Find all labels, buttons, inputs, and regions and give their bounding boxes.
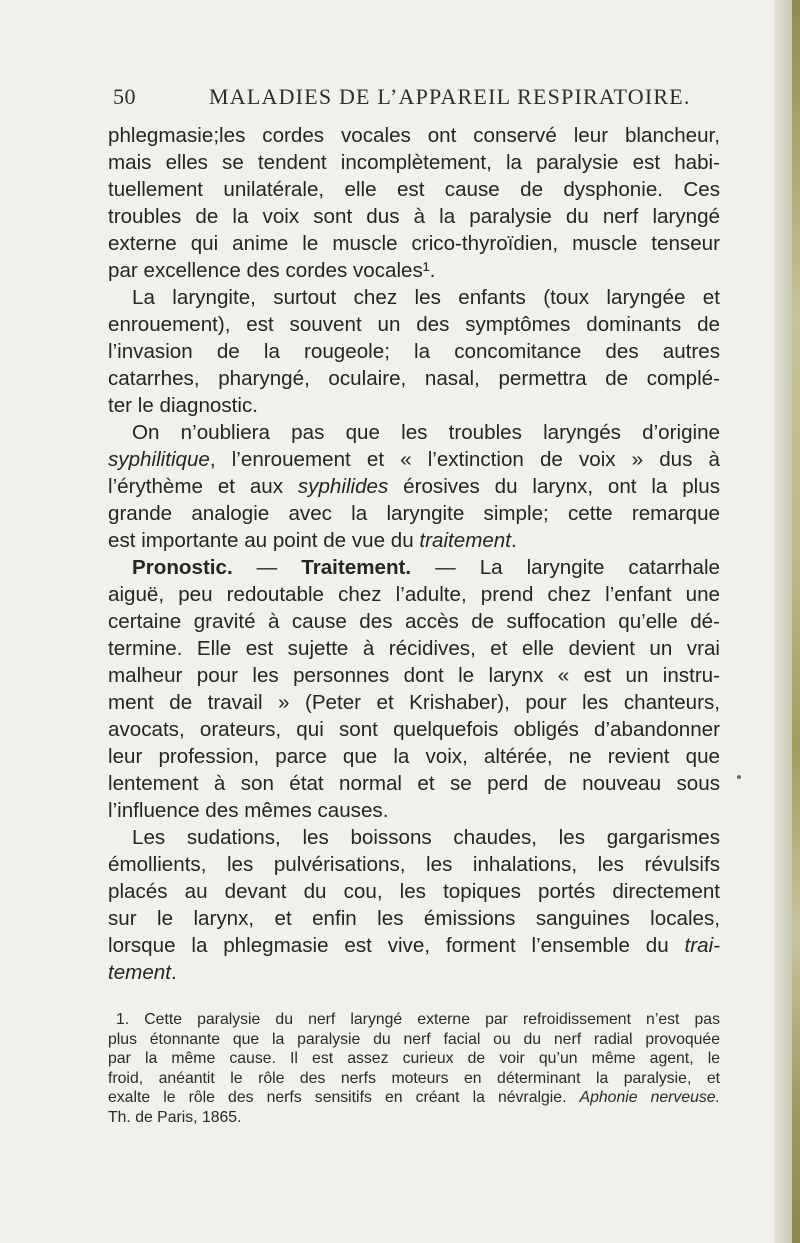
footnote-line: 1. Cette paralysie du nerf laryngé externe par refroidissement n’est pas [116, 1011, 720, 1028]
body-line: est importante au point de vue du traitement. [108, 529, 517, 552]
footnote-line: exalte le rôle des nerfs sensitifs en créant la névralgie. Aphonie nerveuse. [108, 1089, 720, 1106]
body-line: sur le larynx, et enfin les émissions sanguines locales, [108, 907, 720, 930]
body-line: catarrhes, pharyngé, oculaire, nasal, permettra de complé- [108, 367, 720, 390]
body-line: phlegmasie;les cordes vocales ont conservé leur blancheur, [108, 124, 720, 147]
section-heading-line: Pronostic. — Traitement. — La laryngite catarrhale [132, 556, 720, 579]
body-line: l’érythème et aux syphilides érosives du larynx, ont la plus [108, 475, 720, 498]
body-line: termine. Elle est sujette à récidives, et elle devient un vrai [108, 637, 720, 660]
heading-pronostic: Pronostic. [132, 556, 233, 579]
body-line: leur profession, parce que la voix, altérée, ne revient que [108, 745, 720, 768]
body-line: tuellement unilatérale, elle est cause de dysphonie. Ces [108, 178, 720, 201]
body-line: l’influence des mêmes causes. [108, 799, 389, 822]
body-line: lorsque la phlegmasie est vive, forment l’ensemble du trai- [108, 934, 720, 957]
body-line: certaine gravité à cause des accès de suffocation qu’elle dé- [108, 610, 720, 633]
body-line: placés au devant du cou, les topiques portés directement [108, 880, 720, 903]
body-line: ment de travail » (Peter et Krishaber), pour les chanteurs, [108, 691, 720, 714]
body-line: avocats, orateurs, qui sont quelquefois obligés d’abandonner [108, 718, 720, 741]
body-line: émollients, les pulvérisations, les inhalations, les révulsifs [108, 853, 720, 876]
body-line: enrouement), est souvent un des symptômes dominants de [108, 313, 720, 336]
running-title: MALADIES DE L’APPAREIL RESPIRATOIRE. [209, 84, 691, 109]
paper-speck [737, 775, 741, 779]
footnote-line: plus étonnante que la paralysie du nerf facial ou du nerf radial provoquée [108, 1030, 720, 1048]
footnote-line: Th. de Paris, 1865. [108, 1108, 242, 1126]
body-line: par excellence des cordes vocales¹. [108, 259, 436, 282]
running-head [113, 84, 705, 114]
body-line: Les sudations, les boissons chaudes, les gargarismes [132, 826, 720, 849]
footnote [108, 1010, 720, 1127]
page-edge-shadow [792, 0, 800, 1243]
heading-traitement: Traitement. [301, 556, 412, 579]
footnote-line: par la même cause. Il est assez curieux de voir qu’un même agent, le [108, 1050, 720, 1067]
page-number: 50 [113, 84, 136, 109]
body-line: mais elles se tendent incomplètement, la paralysie est habi- [108, 151, 720, 174]
body-line: malheur pour les personnes dont le larynx « est un instru- [108, 664, 720, 687]
body-text [108, 122, 720, 986]
body-line: grande analogie avec la laryngite simple; cette remarque [108, 502, 720, 525]
body-line: troubles de la voix sont dus à la paralysie du nerf laryngé [108, 205, 720, 228]
body-line: lentement à son état normal et se perd de nouveau sous [108, 772, 720, 795]
footnote-line: froid, anéantit le rôle des nerfs moteurs en déterminant la paralysie, et [108, 1069, 720, 1087]
body-line: ter le diagnostic. [108, 394, 258, 417]
body-line: On n’oubliera pas que les troubles laryngés d’origine [132, 421, 720, 444]
body-line: La laryngite, surtout chez les enfants (toux laryngée et [132, 286, 720, 309]
body-line: aiguë, peu redoutable chez l’adulte, prend chez l’enfant une [108, 583, 720, 606]
body-line: externe qui anime le muscle crico-thyroïdien, muscle tenseur [108, 232, 720, 255]
body-line: tement. [108, 961, 177, 984]
body-line: l’invasion de la rougeole; la concomitance des autres [108, 340, 720, 363]
body-line: syphilitique, l’enrouement et « l’extinction de voix » dus à [108, 448, 720, 471]
